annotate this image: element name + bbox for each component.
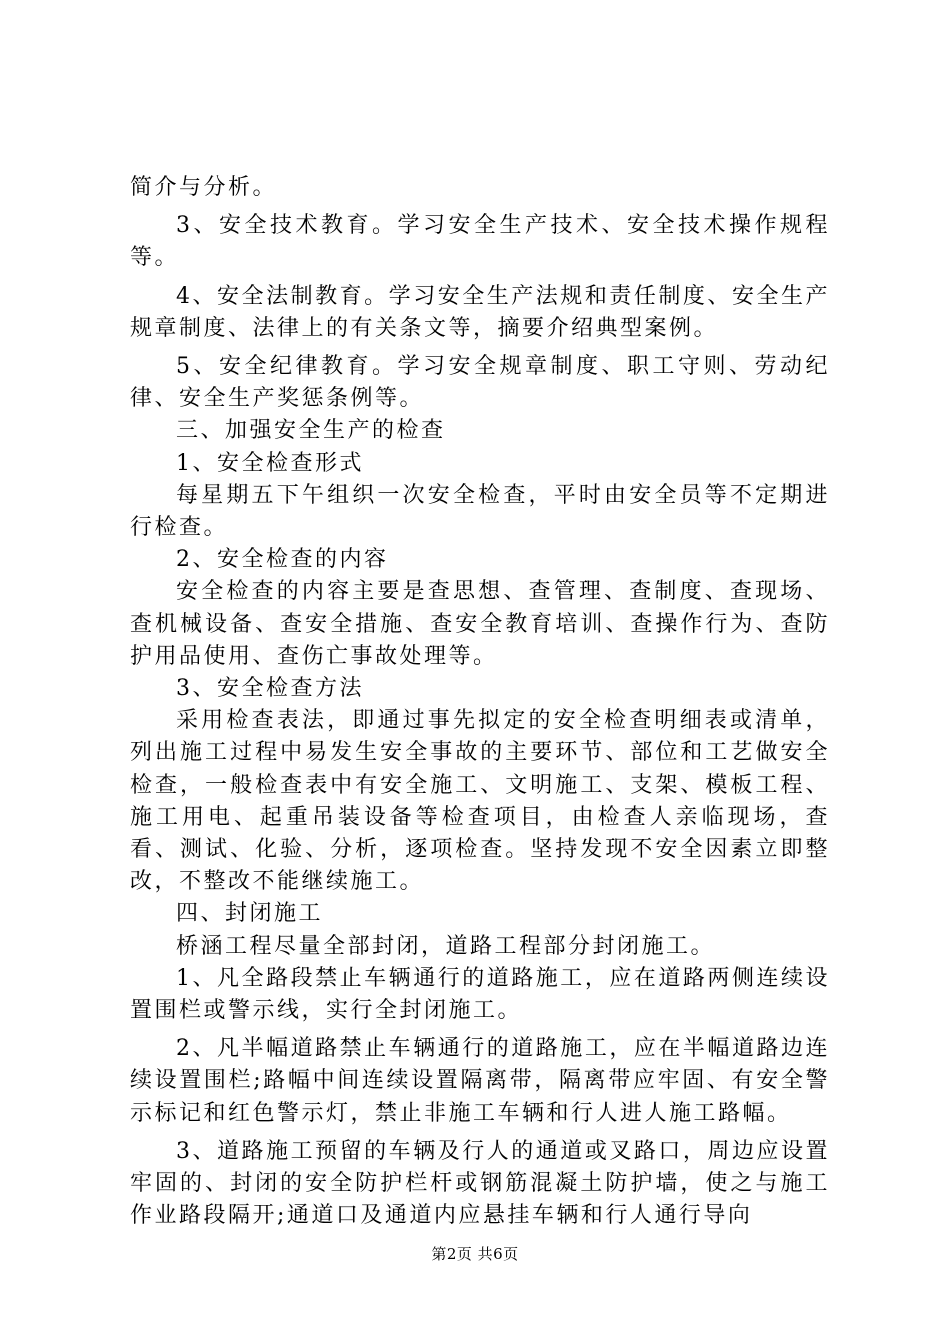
subheading-inspection-form: 1、安全检查形式 <box>176 450 364 476</box>
page-footer <box>0 1244 950 1264</box>
paragraph-1: 简介与分析。 <box>130 175 278 200</box>
paragraph-4: 5、安全纪律教育。学习安全规章制度、职工守则、劳动纪律、安全生产奖惩条例等。 <box>130 354 830 412</box>
paragraph-3: 4、安全法制教育。学习安全生产法规和责任制度、安全生产规章制度、法律上的有关条文等，摘要介绍典型案例。 <box>130 283 830 341</box>
page-number-label: 第2页 共6页 <box>431 1245 519 1263</box>
paragraph-inspection-method: 采用检查表法，即通过事先拟定的安全检查明细表或清单，列出施工过程中易发生安全事故的主要环节、部位和工艺做安全检查，一般检查表中有安全施工、文明施工、支架、模板工程、施工用电、起重吊装设备等检查项目，由检查人亲临现场，查看、测试、化验、分析，逐项检查。坚持发现不安全因素立即整改，不整改不能继续施工。 <box>130 708 830 895</box>
paragraph-closure-1: 1、凡全路段禁止车辆通行的道路施工，应在道路两侧连续设置围栏或警示线，实行全封闭施工。 <box>130 965 830 1024</box>
paragraph-closure-2: 2、凡半幅道路禁止车辆通行的道路施工，应在半幅道路边连续设置围栏;路幅中间连续设置隔离带，隔离带应牢固、有安全警示标记和红色警示灯，禁止非施工车辆和行人进人施工路幅。 <box>130 1036 830 1126</box>
paragraph-inspection-content: 安全检查的内容主要是查思想、查管理、查制度、查现场、查机械设备、查安全措施、查安全教育培训、查操作行为、查防护用品使用、查伤亡事故处理等。 <box>130 579 830 669</box>
paragraph-2: 3、安全技术教育。学习安全生产技术、安全技术操作规程等。 <box>130 213 830 271</box>
section-heading-3: 三、加强安全生产的检查 <box>176 418 446 444</box>
subheading-inspection-content: 2、安全检查的内容 <box>176 547 389 573</box>
subheading-inspection-method: 3、安全检查方法 <box>176 676 364 702</box>
paragraph-inspection-form: 每星期五下午组织一次安全检查，平时由安全员等不定期进行检查。 <box>130 482 830 541</box>
section-heading-4: 四、封闭施工 <box>176 901 324 927</box>
paragraph-closure-3: 3、道路施工预留的车辆及行人的通道或叉路口，周边应设置牢固的、封闭的安全防护栏杆或钢筋混凝土防护墙，使之与施工作业路段隔开;通道口及通道内应悬挂车辆和行人通行导向 <box>130 1138 830 1229</box>
paragraph-closure-intro: 桥涵工程尽量全部封闭，道路工程部分封闭施工。 <box>176 933 716 959</box>
body-text <box>130 172 830 1233</box>
